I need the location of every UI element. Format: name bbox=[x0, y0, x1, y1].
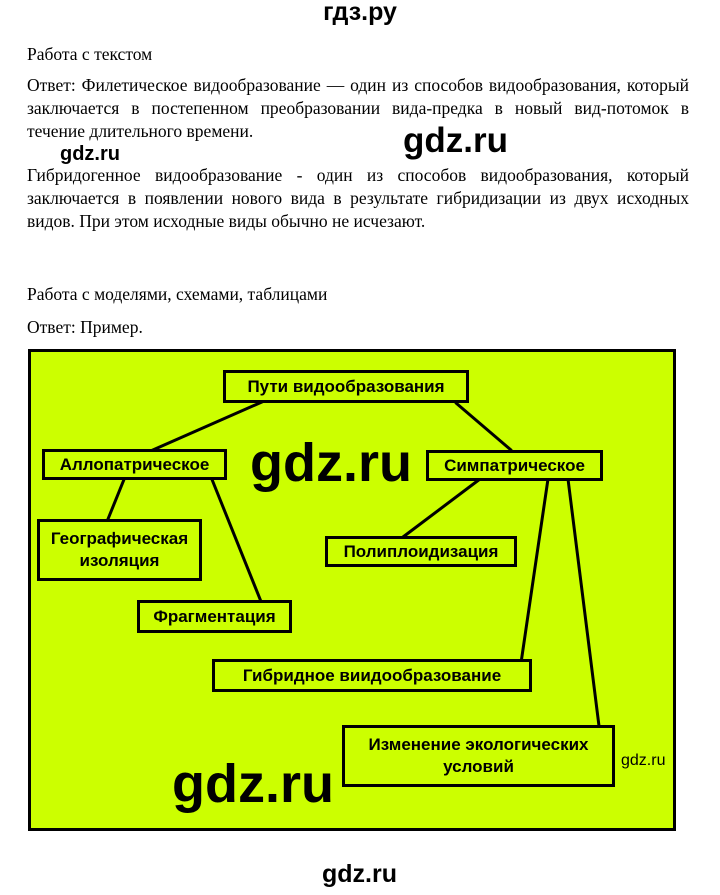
node-hybrid-speciation: Гибридное виидообразование bbox=[212, 659, 532, 692]
line-sym-hybrid bbox=[521, 479, 548, 663]
node-sympatric: Симпатрическое bbox=[426, 450, 603, 481]
node-speciation-paths: Пути видообразования bbox=[223, 370, 469, 403]
node-geographic-isolation: Географическая изоляция bbox=[37, 519, 202, 581]
watermark: gdz.ru bbox=[60, 143, 120, 165]
node-allopatric: Аллопатрическое bbox=[42, 449, 227, 480]
line-sym-eco bbox=[568, 479, 599, 726]
node-ecological-change: Изменение экологических условий bbox=[342, 725, 615, 787]
watermark: gdz.ru bbox=[172, 754, 334, 814]
section-heading-text-work: Работа с текстом bbox=[27, 44, 153, 64]
answer-paragraph-phyletic: Ответ: Филетическое видообразование — один из способов видообразования, который заключается в постепенном преобразовании вида-предка в новый вид-потомок в течение длительного времени. bbox=[27, 75, 689, 141]
watermark: gdz.ru bbox=[250, 433, 412, 493]
node-polyploidization: Полиплоидизация bbox=[325, 536, 517, 567]
line-sym-poly bbox=[403, 479, 480, 537]
section-heading-models-work: Работа с моделями, схемами, таблицами bbox=[27, 284, 328, 304]
node-fragmentation: Фрагментация bbox=[137, 600, 292, 633]
watermark: gdz.ru bbox=[621, 752, 666, 769]
answer-example-label: Ответ: Пример. bbox=[27, 317, 143, 337]
line-root-sympatric bbox=[456, 403, 511, 450]
answer-paragraph-hybridogenic: Гибридогенное видообразование - один из способов видообразования, который заключается в появлении нового вида в результате гибридизации из двух исходных видов. При этом исходные виды обычно не исчезают. bbox=[27, 165, 689, 231]
line-allo-geo bbox=[106, 477, 125, 524]
watermark: gdz.ru bbox=[403, 121, 508, 160]
line-allo-frag bbox=[211, 477, 262, 604]
site-title: гдз.ру bbox=[323, 0, 397, 26]
watermark: gdz.ru bbox=[322, 860, 397, 888]
speciation-diagram bbox=[28, 349, 676, 831]
